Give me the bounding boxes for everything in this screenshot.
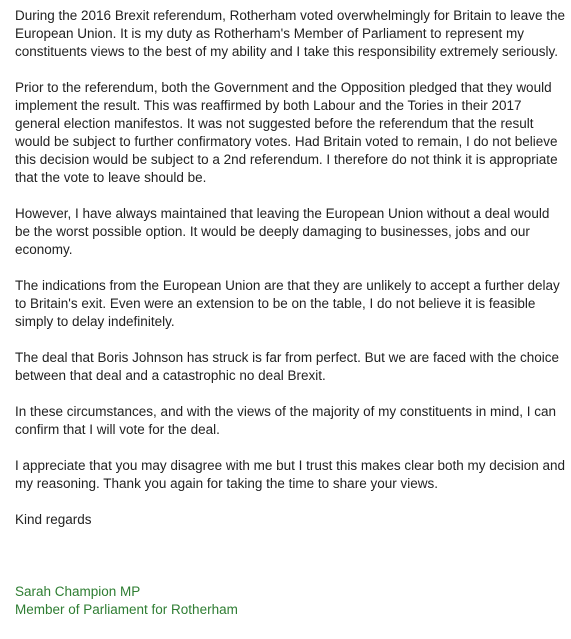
signature-title: Member of Parliament for Rotherham <box>15 602 238 617</box>
paragraph-manifesto-pledge: Prior to the referendum, both the Government and the Opposition pledged that they would implement the result. This was reaffirmed by both Labour and the Tories in their 2017 general election manifestos. It was not suggested before the referendum that the result would be subject to further confirmatory votes. Had Britain voted to remain, I do not believe this decision would be subject to a 2nd referendum. I therefore do not think it is appropriate that the vote to leave should be. <box>15 80 558 185</box>
paragraph-thanks: I appreciate that you may disagree with me but I trust this makes clear both my decision and my reasoning. Thank you again for taking the time to share your views. <box>15 458 566 491</box>
signature-gap <box>15 529 567 583</box>
paragraph-no-deal: However, I have always maintained that leaving the European Union without a deal would be the worst possible option. It would be deeply damaging to businesses, jobs and our economy. <box>15 206 550 257</box>
paragraph-johnson-deal: The deal that Boris Johnson has struck is far from perfect. But we are faced with the choice between that deal and a catastrophic no deal Brexit. <box>15 350 560 383</box>
signature-name: Sarah Champion MP <box>15 584 141 599</box>
signoff: Kind regards <box>15 512 92 527</box>
paragraph-decision: In these circumstances, and with the views of the majority of my constituents in mind, I can confirm that I will vote for the deal. <box>15 404 556 437</box>
paragraph-extension: The indications from the European Union are that they are unlikely to accept a further delay to Britain's exit. Even were an extension to be on the table, I do not believe it is feasible simply to delay indefinitely. <box>15 278 560 329</box>
letter-body <box>15 7 567 619</box>
paragraph-referendum: During the 2016 Brexit referendum, Rotherham voted overwhelmingly for Britain to leave the European Union. It is my duty as Rotherham's Member of Parliament to represent my constituents views to the best of my ability and I take this responsibility extremely seriously. <box>15 8 566 59</box>
